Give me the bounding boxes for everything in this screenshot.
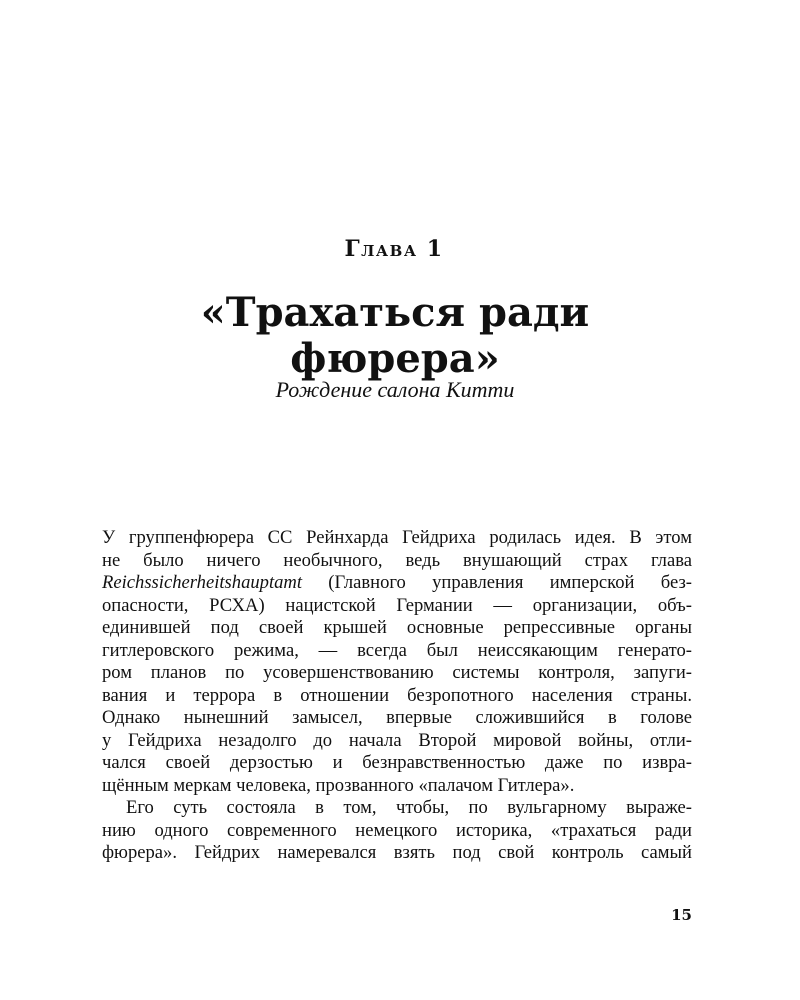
paragraph-2: [102, 797, 692, 865]
chapter-title-line-2: фюрера»: [290, 335, 500, 382]
text-line: у Гейдриха незадолго до начала Второй мировой войны, отли-: [102, 729, 692, 751]
italic-term: Reichssicherheitshauptamt: [102, 572, 303, 593]
text-line: [102, 572, 692, 595]
text-line: ром планов по усовершенствованию системы контроля, запуги-: [102, 662, 692, 683]
body-text: [102, 527, 692, 865]
text-line: У группенфюрера СС Рейнхарда Гейдриха родилась идея. В этом: [102, 527, 692, 548]
text-line: чался своей дерзостью и безнравственностью даже по извра-: [102, 752, 692, 773]
text-line: щённым меркам человека, прозванного «палачом Гитлера».: [102, 774, 575, 796]
text-line: гитлеровского режима, — всегда был неиссякающим генерато-: [102, 639, 692, 661]
text-line: фюрера». Гейдрих намеревался взять под свой контроль самый: [102, 842, 692, 863]
chapter-subtitle: Рождение салона Китти: [275, 377, 515, 402]
text-line: Его суть состояла в том, чтобы, по вульгарному выраже-: [126, 797, 692, 818]
text-fragment: (Главного управления имперской без-: [302, 572, 692, 593]
text-line: нию одного современного немецкого историка, «трахаться ради: [102, 819, 692, 841]
text-line: вания и террора в отношении безропотного населения страны.: [102, 684, 692, 706]
chapter-label: Глава 1: [344, 236, 444, 262]
text-line: Однако нынешний замысел, впервые сложившийся в голове: [102, 707, 692, 728]
text-line: опасности, РСХА) нацистской Германии — организации, объ-: [102, 594, 692, 616]
text-line: единившей под своей крышей основные репрессивные органы: [102, 617, 692, 638]
chapter-title: [0, 290, 790, 382]
paragraph-1: [102, 527, 692, 797]
page-number: 15: [671, 906, 692, 924]
chapter-title-line-1: «Трахаться ради: [200, 289, 590, 336]
text-line: не было ничего необычного, ведь внушающий страх глава: [102, 549, 692, 571]
